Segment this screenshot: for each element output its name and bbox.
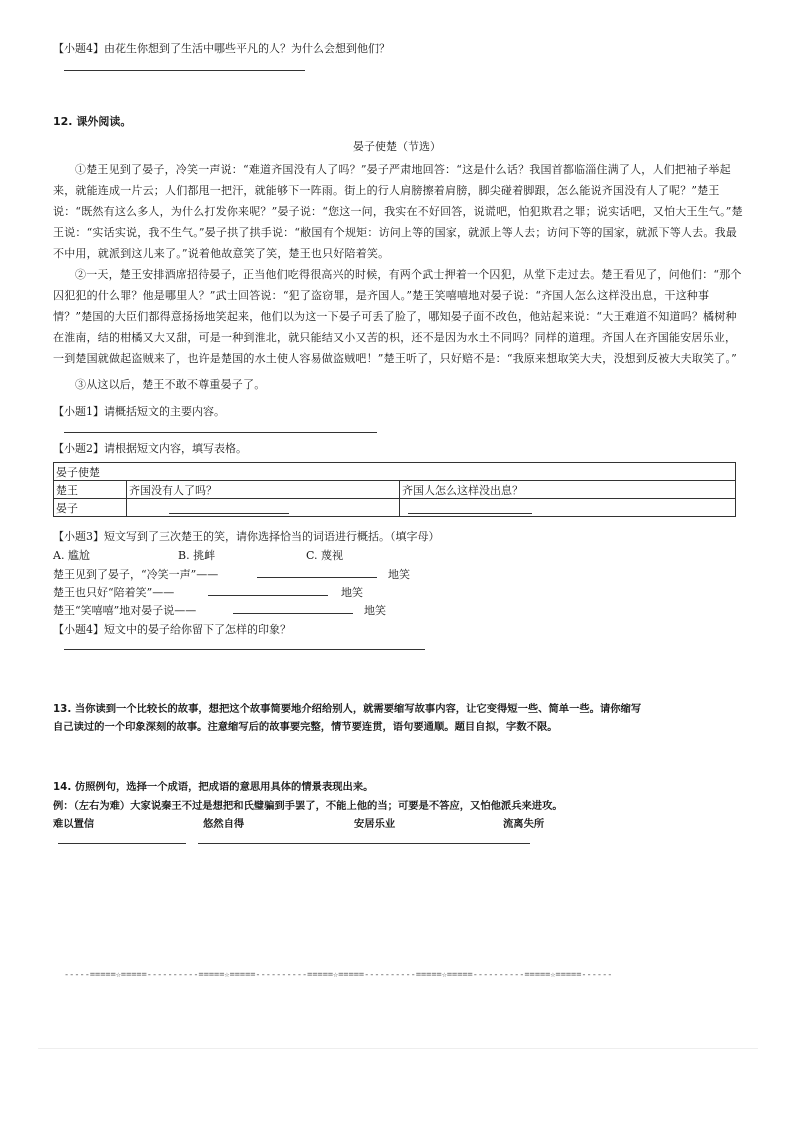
passage-paragraph-2: ②一天，楚王安排酒席招待晏子，正当他们吃得很高兴的时候，有两个武士押着一个囚犯，从堂下走过去。楚王看见了，问他们：“那个囚犯犯的什么罪？他是哪里人？”武士回答说：“犯了盗窃罪，是齐国人。”楚王笑嘻嘻地对晏子说：“齐国人怎么这样没出息，干这种事情？”楚国的大臣们都得意扬扬地笑起来，他们以为这一下晏子可丢了脸了，哪知晏子面不改色，他站起来说：“大王难道不知道吗？橘树种在淮南，结的柑橘又大又甜，可是一种到淮北，就只能结又小又苦的枳，还不是因为水土不同吗？同样的道理。齐国人在齐国能安居乐业，一到楚国就做起盗贼来了，也许是楚国的水土使人容易做盗贼吧！”楚王听了，只好赔不是：“我原来想取笑大夫，没想到反被大夫取笑了。” [53, 268, 742, 365]
table-answer-line-1[interactable] [169, 501, 289, 514]
option-a: A. 尴尬 [53, 549, 90, 562]
idiom-option-3[interactable]: 安居乐业 [354, 818, 396, 830]
answer-line-12-4[interactable] [64, 649, 425, 650]
idiom-option-2[interactable]: 悠然自得 [203, 818, 245, 830]
question-11-4: 【小题4】由花生你想到了生活中哪些平凡的人？为什么会想到他们？ [53, 42, 390, 55]
page-divider: -----=====☆=====----------=====☆=====----------=====☆=====----------=====☆=====----------=====☆=====------ [64, 970, 613, 980]
question-12-2: 【小题2】请根据短文内容，填写表格。 [53, 442, 247, 455]
option-b: B. 挑衅 [178, 549, 216, 562]
smile-2-prompt: 楚王也只好“陪着笑”—— [53, 586, 175, 599]
passage-paragraph-3: ③从这以后，楚王不敢不尊重晏子了。 [75, 378, 266, 391]
section-14-example: 例：（左右为难）大家说秦王不过是想把和氏璧骗到手罢了，不能上他的当；可要是不答应，又怕他派兵来进攻。 [53, 800, 563, 812]
table-answer-line-2[interactable] [408, 501, 532, 514]
smile-2-suffix: 地笑 [341, 586, 363, 599]
question-12-4: 【小题4】短文中的晏子给你留下了怎样的印象？ [53, 623, 291, 636]
section-13-line-1: 13. 当你读到一个比较长的故事，想把这个故事简要地介绍给别人，就需要缩写故事内容，让它变得短一些、简单一些。请你缩写 [53, 703, 642, 715]
question-12-1: 【小题1】请概括短文的主要内容。 [53, 405, 225, 418]
smile-1-blank[interactable] [257, 577, 377, 578]
section-14-heading: 14. 仿照例句，选择一个成语，把成语的意思用具体的情景表现出来。 [53, 781, 374, 793]
passage-title: 晏子使楚（节选） [353, 140, 441, 153]
answer-line-12-1[interactable] [64, 432, 377, 433]
answer-line-14-scene[interactable] [198, 843, 530, 844]
table-cell-q1: 齐国没有人了吗？ [127, 481, 400, 499]
answer-line-11-4[interactable] [64, 70, 305, 71]
option-c: C. 蔑视 [306, 549, 344, 562]
table-answer-cell-1[interactable] [127, 499, 400, 517]
table-cell-q2: 齐国人怎么这样没出息？ [400, 481, 736, 499]
idiom-option-1[interactable]: 难以置信 [53, 818, 95, 830]
section-12-heading: 12. 课外阅读。 [53, 115, 132, 128]
smile-1-prompt: 楚王见到了晏子，“冷笑一声”—— [53, 568, 219, 581]
table-answer-cell-2[interactable] [400, 499, 736, 517]
table-row-label-chuwang: 楚王 [54, 481, 127, 499]
passage-paragraph-1: ①楚王见到了晏子，冷笑一声说：“难道齐国没有人了吗？”晏子严肃地回答：“这是什么话？我国首都临淄住满了人，人们把袖子举起来，就能连成一片云；人们都甩一把汗，就能够下一阵雨。街上的行人肩膀擦着肩膀，脚尖碰着脚跟，怎么能说齐国没有人了呢？”楚王说：“既然有这么多人，为什么打发你来呢？”晏子说：“您这一问，我实在不好回答，说谎吧，怕犯欺君之罪；说实话吧，又怕大王生气。”楚王说：“实话实说，我不生气。”晏子拱了拱手说：“敝国有个规矩：访问上等的国家，就派上等人去；访问下等的国家，就派下等人去。我最不中用，就派到这儿来了。”说着他故意笑了笑，楚王也只好陪着笑。 [53, 163, 743, 260]
smile-3-blank[interactable] [233, 613, 353, 614]
question-12-3: 【小题3】短文写到了三次楚王的笑，请你选择恰当的词语进行概括。（填字母） [53, 530, 440, 543]
smile-3-prompt: 楚王“笑嘻嘻”地对晏子说—— [53, 604, 197, 617]
answer-table [53, 462, 736, 517]
section-13-line-2: 自己读过的一个印象深刻的故事。注意缩写后的故事要完整，情节要连贯，语句要通顺。题目自拟，字数不限。 [53, 721, 558, 733]
answer-line-14-idiom[interactable] [58, 843, 186, 844]
page-bottom-rule [38, 1048, 758, 1049]
table-header: 晏子使楚 [54, 463, 736, 481]
smile-3-suffix: 地笑 [364, 604, 386, 617]
idiom-option-4[interactable]: 流离失所 [503, 818, 545, 830]
smile-1-suffix: 地笑 [388, 568, 410, 581]
table-row-label-yanzi: 晏子 [54, 499, 127, 517]
smile-2-blank[interactable] [208, 595, 328, 596]
